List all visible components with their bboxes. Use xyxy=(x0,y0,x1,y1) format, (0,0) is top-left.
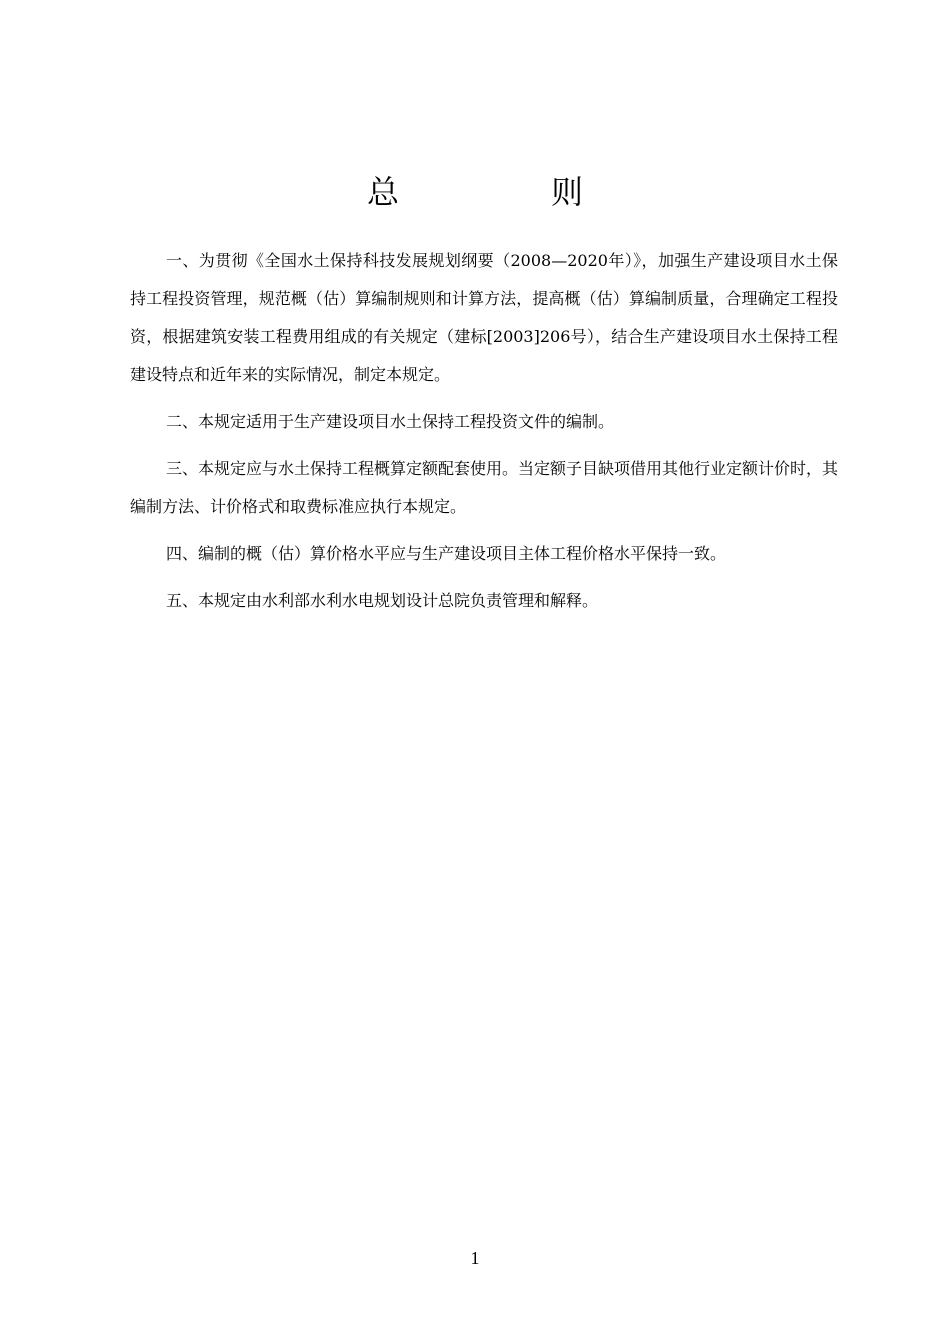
paragraph-3: 三、本规定应与水土保持工程概算定额配套使用。当定额子目缺项借用其他行业定额计价时，其编制方法、计价格式和取费标准应执行本规定。 xyxy=(130,459,839,516)
body-text xyxy=(130,242,838,629)
paragraph-4: 四、编制的概（估）算价格水平应与生产建设项目主体工程价格水平保持一致。 xyxy=(166,544,727,563)
paragraph-1: 一、为贯彻《全国水土保持科技发展规划纲要（2008—2020年）》，加强生产建设项目水土保持工程投资管理，规范概（估）算编制规则和计算方法，提高概（估）算编制质量，合理确定工程投资，根据建筑安装工程费用组成的有关规定（建标[2003]206号），结合生产建设项目水土保持工程建设特点和近年来的实际情况，制定本规定。 xyxy=(130,251,838,384)
page-number: 1 xyxy=(470,1248,480,1268)
page-title: 总 则 xyxy=(366,173,643,211)
paragraph-2: 二、本规定适用于生产建设项目水土保持工程投资文件的编制。 xyxy=(166,412,615,431)
paragraph-5: 五、本规定由水利部水利水电规划设计总院负责管理和解释。 xyxy=(166,591,599,610)
